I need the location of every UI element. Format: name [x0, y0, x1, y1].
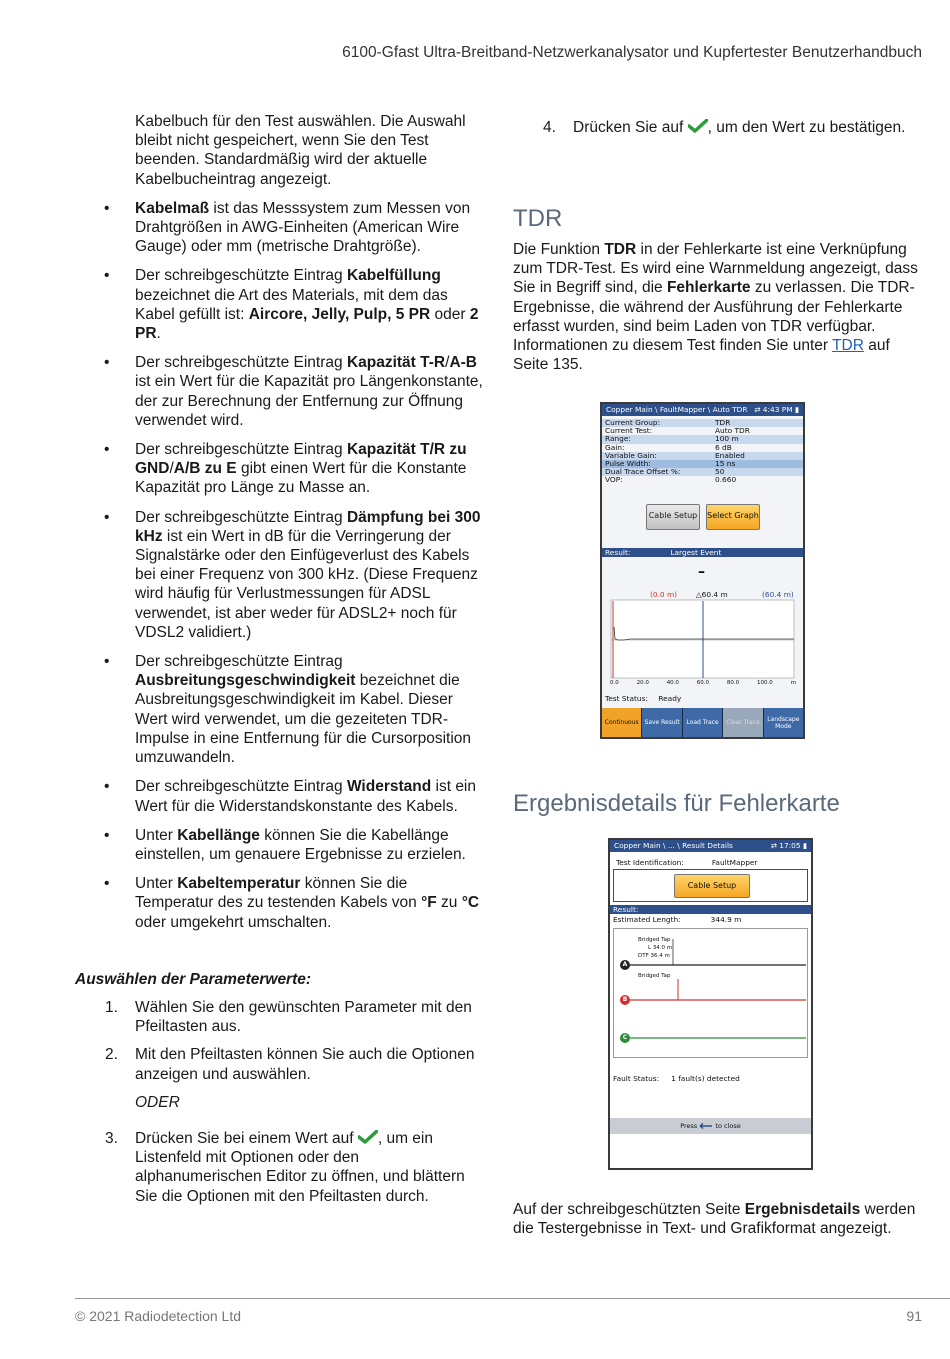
bullet-text: oder umgekehrt umschalten. [135, 913, 332, 931]
bullet-kabeltemperatur [75, 874, 485, 932]
cursor-left-value: (0.0 m) [650, 590, 678, 599]
bullet-term: Kabellänge [177, 826, 260, 844]
status-label: Test Status: [605, 694, 648, 703]
bullet-term: Kapazität T-R [346, 354, 446, 372]
row-key: VOP: [605, 475, 623, 485]
intro-paragraph: Kabelbuch für den Test auswählen. Die Auswahl bleibt nicht gespeichert, wenn Sie den Test beenden. Standardmäßig wird der aktuelle Kabelbucheintrag angezeigt. [135, 113, 466, 188]
fault-status-label: Fault Status: [613, 1074, 660, 1083]
bullet-kabelmass [75, 199, 485, 257]
bullet-text: Unter [135, 826, 178, 844]
bullet-text: Der schreibgeschützte Eintrag [135, 354, 347, 372]
steps-list [75, 998, 485, 1206]
step-text: , um ein Listenfeld mit Optionen oder den alphanumerischen Editor zu öffnen, und blättern Sie die Optionen mit den Pfeiltasten durch. [135, 1129, 465, 1205]
settings-row [602, 427, 803, 435]
fault-status-value: 1 fault(s) detected [671, 1074, 740, 1083]
row-value: 0.660 [715, 475, 737, 485]
title-bar [610, 840, 811, 852]
step-text: Mit den Pfeiltasten können Sie auch die Optionen anzeigen und auswählen. [135, 1046, 475, 1083]
step-4 [513, 118, 923, 137]
bullet-text: . [156, 325, 161, 343]
bullet-text: Der schreibgeschützte Eintrag [135, 508, 347, 526]
bullet-term: Kabelfüllung [346, 267, 441, 285]
row-value: 100 m [715, 434, 739, 444]
row-value: 15 ns [715, 458, 736, 468]
para-text: Die Funktion [513, 241, 605, 258]
bullet-term: Kapazität T/R zu GND [135, 441, 467, 478]
row-key: Gain: [605, 442, 625, 452]
page-header: 6100-Gfast Ultra-Breitband-Netzwerkanalysator und Kupfertester Benutzerhandbuch [342, 44, 922, 61]
settings-row [602, 435, 803, 443]
marker-c-label: C [622, 1034, 628, 1041]
estimated-length [613, 915, 741, 924]
bridged-tap-label: Bridged Tap [638, 973, 671, 979]
row-value: TDR [715, 418, 731, 427]
row-value: Enabled [715, 450, 745, 460]
row-value: 6 dB [715, 442, 732, 452]
softkey-bar [602, 708, 803, 737]
para-text: auf Seite 135. [513, 337, 890, 374]
cable-setup-button[interactable]: Cable Setup [646, 504, 700, 530]
checkmark-icon [688, 119, 708, 133]
bullet-term: Dämpfung bei 300 kHz [135, 508, 481, 545]
test-id-value: FaultMapper [711, 858, 758, 867]
x-axis-ticks [610, 680, 796, 686]
row-value: 50 [715, 467, 725, 477]
softkey-save-result[interactable]: Save Result [642, 708, 681, 737]
settings-table [602, 416, 803, 485]
step-text: , um den Wert zu bestätigen. [707, 119, 906, 136]
bullet-text: / [169, 460, 174, 478]
softkey-clear-trace[interactable]: Clear Trace [723, 708, 762, 737]
footer-copyright: © 2021 Radiodetection Ltd [75, 1308, 241, 1324]
para-text: Auf der schreibgeschützten Seite [513, 1201, 745, 1218]
row-key: Current Test: [605, 426, 653, 436]
row-value: Auto TDR [715, 426, 750, 436]
oder-label: ODER [135, 1093, 180, 1111]
x-tick: 60.0 [696, 680, 710, 686]
tdr-screenshot [600, 402, 805, 739]
test-id-label: Test Identification: [616, 858, 684, 867]
row-key: Pulse Width: [605, 458, 651, 468]
bullet-text: gibt einen Wert für die Konstante Kapazität pro Länge zu Masse an. [135, 460, 467, 497]
clock: 4:43 PM [762, 405, 793, 414]
result-dash: – [698, 564, 705, 580]
bullet-text: ist ein Wert für die Widerstandskonstante des Kabels. [135, 778, 477, 815]
settings-row [602, 476, 803, 484]
step-3 [75, 1129, 485, 1206]
softkey-load-trace[interactable]: Load Trace [683, 708, 722, 737]
fault-map-diagram [616, 935, 808, 1055]
result-details-screenshot [608, 838, 813, 1170]
screen-title: Copper Main \ FaultMapper \ Auto TDR [606, 405, 748, 414]
step-2 [75, 1045, 485, 1112]
para-text: werden die Testergebnisse in Text- und Grafikformat angezeigt. [513, 1201, 916, 1238]
tdr-heading: TDR [513, 205, 563, 232]
select-graph-button[interactable]: Select Graph [706, 504, 760, 530]
result-bar [602, 548, 803, 557]
result-bar: Result: [610, 905, 811, 914]
bullet-text: ist ein Wert in dB für die Verringerung der Signalstärke oder den Einfügeverlust des Kabels bei einer Frequenz von 300 kHz. (Diese Frequenz wird häufig für Verlustmessungen für ADSL verwendet, ist aber weder für ADSL2+ noch für VDSL2 validiert.) [135, 527, 478, 641]
step-1 [75, 998, 485, 1036]
x-tick: 40.0 [666, 680, 679, 686]
step-text: Drücken Sie bei einem Wert auf [135, 1129, 358, 1147]
status-area: ⇄ 17:05 ▮ [770, 841, 807, 850]
bullet-term: Kabeltemperatur [177, 875, 301, 893]
softkey-continuous[interactable]: Continuous [602, 708, 641, 737]
x-tick: 100.0 [756, 680, 773, 686]
result-value: Largest Event [670, 548, 722, 557]
bullet-text: Der schreibgeschützte Eintrag [135, 653, 343, 671]
bullet-term: °C [461, 894, 480, 912]
bullet-text: oder [430, 305, 470, 323]
step-number: 1. [105, 998, 118, 1016]
bullet-kabellaenge [75, 826, 485, 864]
bullet-ausbreitung [75, 652, 485, 767]
step-text: Drücken Sie auf [573, 119, 688, 136]
fault-status [613, 1074, 740, 1083]
test-id [616, 858, 757, 867]
to-close-text: to close [715, 1122, 741, 1130]
cursor-delta-value: △60.4 m [696, 590, 728, 599]
bullet-text: Der schreibgeschützte Eintrag [135, 778, 347, 796]
bullet-text: Der schreibgeschützte Eintrag [135, 441, 347, 459]
steps-list-continued [513, 118, 923, 137]
results-paragraph [513, 1200, 928, 1238]
row-key: Variable Gain: [605, 450, 657, 460]
step-text: Wählen Sie den gewünschten Parameter mit den Pfeiltasten aus. [135, 998, 472, 1036]
bullet-term: Widerstand [346, 778, 432, 796]
bullet-text: Der schreibgeschützte Eintrag [135, 267, 347, 285]
x-tick: 80.0 [726, 680, 740, 686]
bullet-term: 2 PR [135, 305, 479, 343]
bullet-term: A-B [449, 354, 477, 372]
bullet-text: ist das Messsystem zum Messen von Drahtgrößen in AWG-Einheiten (American Wire Gauge) oder mm (metrische Drahtgröße). [135, 199, 471, 256]
status-value: Ready [658, 694, 682, 703]
para-term: Ergebnisdetails [744, 1201, 861, 1218]
title-bar [602, 404, 803, 416]
bullet-text: ist ein Wert für die Kapazität pro Längenkonstante, der zur Berechnung der Entfernung zur Öffnung verwendet wird. [135, 373, 483, 429]
step-number: 2. [105, 1046, 118, 1064]
bullet-term: °F [421, 894, 437, 912]
bullet-text: können Sie die Kabellänge einstellen, um genauere Ergebnisse zu erzielen. [135, 826, 466, 863]
status-area: ⇄ 4:43 PM ▮ [754, 405, 799, 414]
tdr-paragraph [513, 240, 928, 374]
bullet-text: bezeichnet die Ausbreitungsgeschwindigkeit im Kabel. Dieser Wert wird verwendet, um die gezeiteten TDR-Impulse in eine Entfernung für die Cursorposition umzuwandeln. [135, 672, 472, 767]
bullet-term: A/B zu E [173, 460, 237, 478]
cursor-right-value: (60.4 m) [762, 590, 794, 599]
tdr-trace-graph [610, 599, 796, 681]
x-tick: 0.0 [610, 680, 619, 686]
results-heading: Ergebnisdetails für Fehlerkarte [513, 790, 840, 817]
tdr-link[interactable]: TDR [832, 337, 864, 355]
bullet-widerstand [75, 777, 485, 815]
bullet-kabelfuellung [75, 266, 485, 343]
bullet-text: zu [436, 894, 462, 912]
screen-title: Copper Main \ ... \ Result Details [614, 841, 733, 850]
footer-page-number: 91 [906, 1308, 922, 1324]
bullet-kapazitaet-gnd [75, 440, 485, 498]
test-status [605, 694, 681, 703]
bullet-text: können Sie die Temperatur des zu testenden Kabels von [135, 875, 422, 912]
footer-divider [75, 1298, 950, 1299]
result-label: Result: [605, 548, 631, 557]
est-length-value: 344.9 m [710, 915, 742, 924]
param-heading: Auswählen der Parameterwerte: [75, 970, 312, 988]
softkey-landscape-mode[interactable]: Landscape Mode [764, 708, 803, 737]
marker-b-label: B [622, 996, 628, 1003]
row-key: Range: [605, 434, 631, 444]
bullet-term: Ausbreitungsgeschwindigkeit [135, 672, 356, 690]
row-key: Current Group: [605, 418, 661, 427]
para-term: TDR [604, 241, 637, 258]
marker-a-label: A [622, 961, 628, 968]
bullet-text: bezeichnet die Art des Materials, mit dem das Kabel gefüllt ist: [135, 286, 448, 323]
bridged-tap-dtf: DTF 36.4 m [638, 953, 670, 959]
x-tick: m [790, 680, 796, 686]
bullet-text: Unter [135, 875, 178, 893]
bridged-tap-label: Bridged Tap [638, 937, 671, 943]
bullet-kapazitaet-tr [75, 353, 485, 430]
para-text: zu verlassen. Die TDR-Ergebnisse, die während der Ausführung der Fehlerkarte erfasst wurden, sind beim Laden von TDR verfügbar. Informationen zu diesem Test finden Sie unter [513, 279, 915, 355]
bullet-term: Kabelmaß [135, 199, 210, 217]
bullet-daempfung [75, 508, 485, 642]
bridged-tap-length: L 34.0 m [648, 945, 673, 951]
row-key: Dual Trace Offset %: [605, 467, 681, 477]
cable-setup-button[interactable]: Cable Setup [674, 874, 750, 898]
clock: 17:05 [779, 841, 801, 850]
left-column [75, 112, 485, 1206]
step-number: 3. [105, 1129, 118, 1147]
parameter-bullet-list [75, 199, 485, 932]
checkmark-icon [358, 1130, 378, 1144]
para-term: Fehlerkarte [666, 279, 751, 297]
bullet-text: / [445, 354, 450, 372]
back-arrow-icon [699, 1123, 713, 1129]
est-length-label: Estimated Length: [613, 915, 681, 924]
bullet-term: Aircore, Jelly, Pulp, 5 PR [248, 305, 431, 323]
para-text: in der Fehlerkarte ist eine Verknüpfung zum TDR-Test. Es wird eine Warnmeldung angezeigt, dass Sie in Begriff sind, die [513, 241, 918, 297]
step-number: 4. [543, 119, 556, 136]
press-text: Press [680, 1122, 698, 1130]
close-hint-bar[interactable] [610, 1118, 811, 1134]
right-column [513, 118, 923, 137]
settings-row [602, 468, 803, 476]
x-tick: 20.0 [636, 680, 649, 686]
